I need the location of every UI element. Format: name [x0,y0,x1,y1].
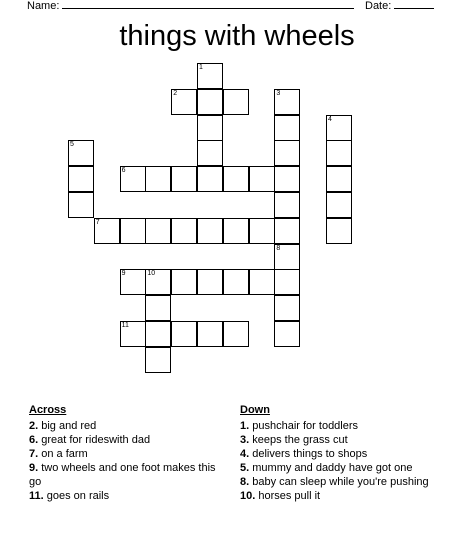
down-clues [240,403,440,503]
grid-cell[interactable] [326,192,352,218]
clue-num: 11. [29,490,44,502]
clue-text: on a farm [41,448,88,460]
clue-number: 5 [70,141,74,149]
puzzle-title: things with wheels [119,20,355,52]
date-label: Date: [365,0,392,12]
grid-cell[interactable] [197,321,223,347]
across-heading: Across [29,404,67,416]
grid-cell[interactable] [223,321,249,347]
down-clue [240,461,440,475]
clue-num: 4. [240,448,250,460]
down-clue [240,433,440,447]
grid-cell[interactable] [274,218,300,244]
grid-cell[interactable] [171,218,197,244]
clue-num: 1. [240,420,250,432]
across-clues [29,403,219,503]
name-line[interactable] [62,0,354,9]
across-clue [29,447,219,461]
grid-cell[interactable] [68,192,94,218]
down-heading: Down [240,404,270,416]
clue-text: great for rideswith dad [41,434,151,446]
grid-cell[interactable] [274,321,300,347]
down-clue [240,419,440,433]
grid-cell[interactable] [68,166,94,192]
grid-cell[interactable] [274,244,300,270]
clue-number: 1 [199,64,203,71]
grid-cell[interactable] [120,218,146,244]
grid-cell[interactable] [223,89,249,115]
grid-cell[interactable] [274,115,300,141]
grid-cell[interactable] [326,166,352,192]
grid-cell[interactable] [274,295,300,321]
clue-number: 8 [276,244,281,252]
grid-cell[interactable] [249,269,275,295]
grid-cell[interactable] [223,166,249,192]
grid-cell[interactable] [223,218,249,244]
name-label: Name: [27,0,60,12]
clue-num: 7. [29,448,39,460]
clue-number: 11 [121,322,129,329]
grid-cell[interactable] [94,218,120,244]
clue-text: delivers things to shops [252,448,368,460]
grid-cell[interactable] [145,166,171,192]
grid-cell[interactable] [120,269,146,295]
grid-cell[interactable] [326,115,352,141]
date-field[interactable] [365,0,434,12]
clue-text: mummy and daddy have got one [252,462,413,474]
clue-num: 3. [240,434,250,446]
grid-cell[interactable] [145,321,171,347]
clue-text: pushchair for toddlers [252,420,359,432]
grid-cell[interactable] [145,295,171,321]
clue-num: 5. [240,462,250,474]
down-clue [240,475,440,489]
grid-cell[interactable] [197,269,223,295]
down-clue [240,447,440,461]
grid-cell[interactable] [68,140,94,166]
clue-number: 4 [328,115,332,123]
grid-cell[interactable] [120,166,146,192]
grid-cell[interactable] [171,269,197,295]
grid-cell[interactable] [197,218,223,244]
grid-cell[interactable] [274,166,300,192]
clue-text: baby can sleep while you're pushing [252,476,429,488]
grid-cell[interactable] [120,321,146,347]
date-line[interactable] [394,0,434,9]
across-clue [29,489,219,503]
down-list [240,419,440,503]
grid-cell[interactable] [249,218,275,244]
grid-cell[interactable] [171,166,197,192]
clue-text: big and red [41,420,97,432]
clue-number: 7 [95,218,100,226]
clue-num: 8. [240,476,250,488]
grid-cell[interactable] [326,218,352,244]
grid-cell[interactable] [197,115,223,141]
clue-number: 9 [121,270,126,278]
grid-cell[interactable] [223,269,249,295]
clue-number: 3 [276,89,281,97]
clue-text: two wheels and one foot makes this go [29,462,216,488]
across-clue [29,419,219,433]
grid-cell[interactable] [274,192,300,218]
grid-cell[interactable] [249,166,275,192]
grid-cell[interactable] [171,321,197,347]
grid-cell[interactable] [197,166,223,192]
name-field[interactable] [27,0,354,12]
grid-cell[interactable] [171,89,197,115]
clue-text: goes on rails [46,490,110,502]
clue-number: 2 [173,89,178,97]
grid-cell[interactable] [145,269,171,295]
grid-cell[interactable] [145,347,171,373]
clue-text: horses pull it [258,490,321,502]
clue-num: 10. [240,490,256,502]
grid-cell[interactable] [197,89,223,115]
grid-cell[interactable] [197,140,223,166]
clue-num: 6. [29,434,39,446]
grid-cell[interactable] [326,140,352,166]
down-clue [240,489,440,503]
across-clue [29,461,219,489]
grid-cell[interactable] [274,269,300,295]
clue-number: 6 [121,167,126,175]
across-clue [29,433,219,447]
clue-num: 2. [29,420,39,432]
grid-cell[interactable] [145,218,171,244]
grid-cell[interactable] [274,89,300,115]
grid-cell[interactable] [274,140,300,166]
across-list [29,419,219,503]
clue-number: 10 [147,270,156,278]
clue-text: keeps the grass cut [252,434,348,446]
grid-cell[interactable] [197,63,223,89]
clue-num: 9. [29,462,39,474]
